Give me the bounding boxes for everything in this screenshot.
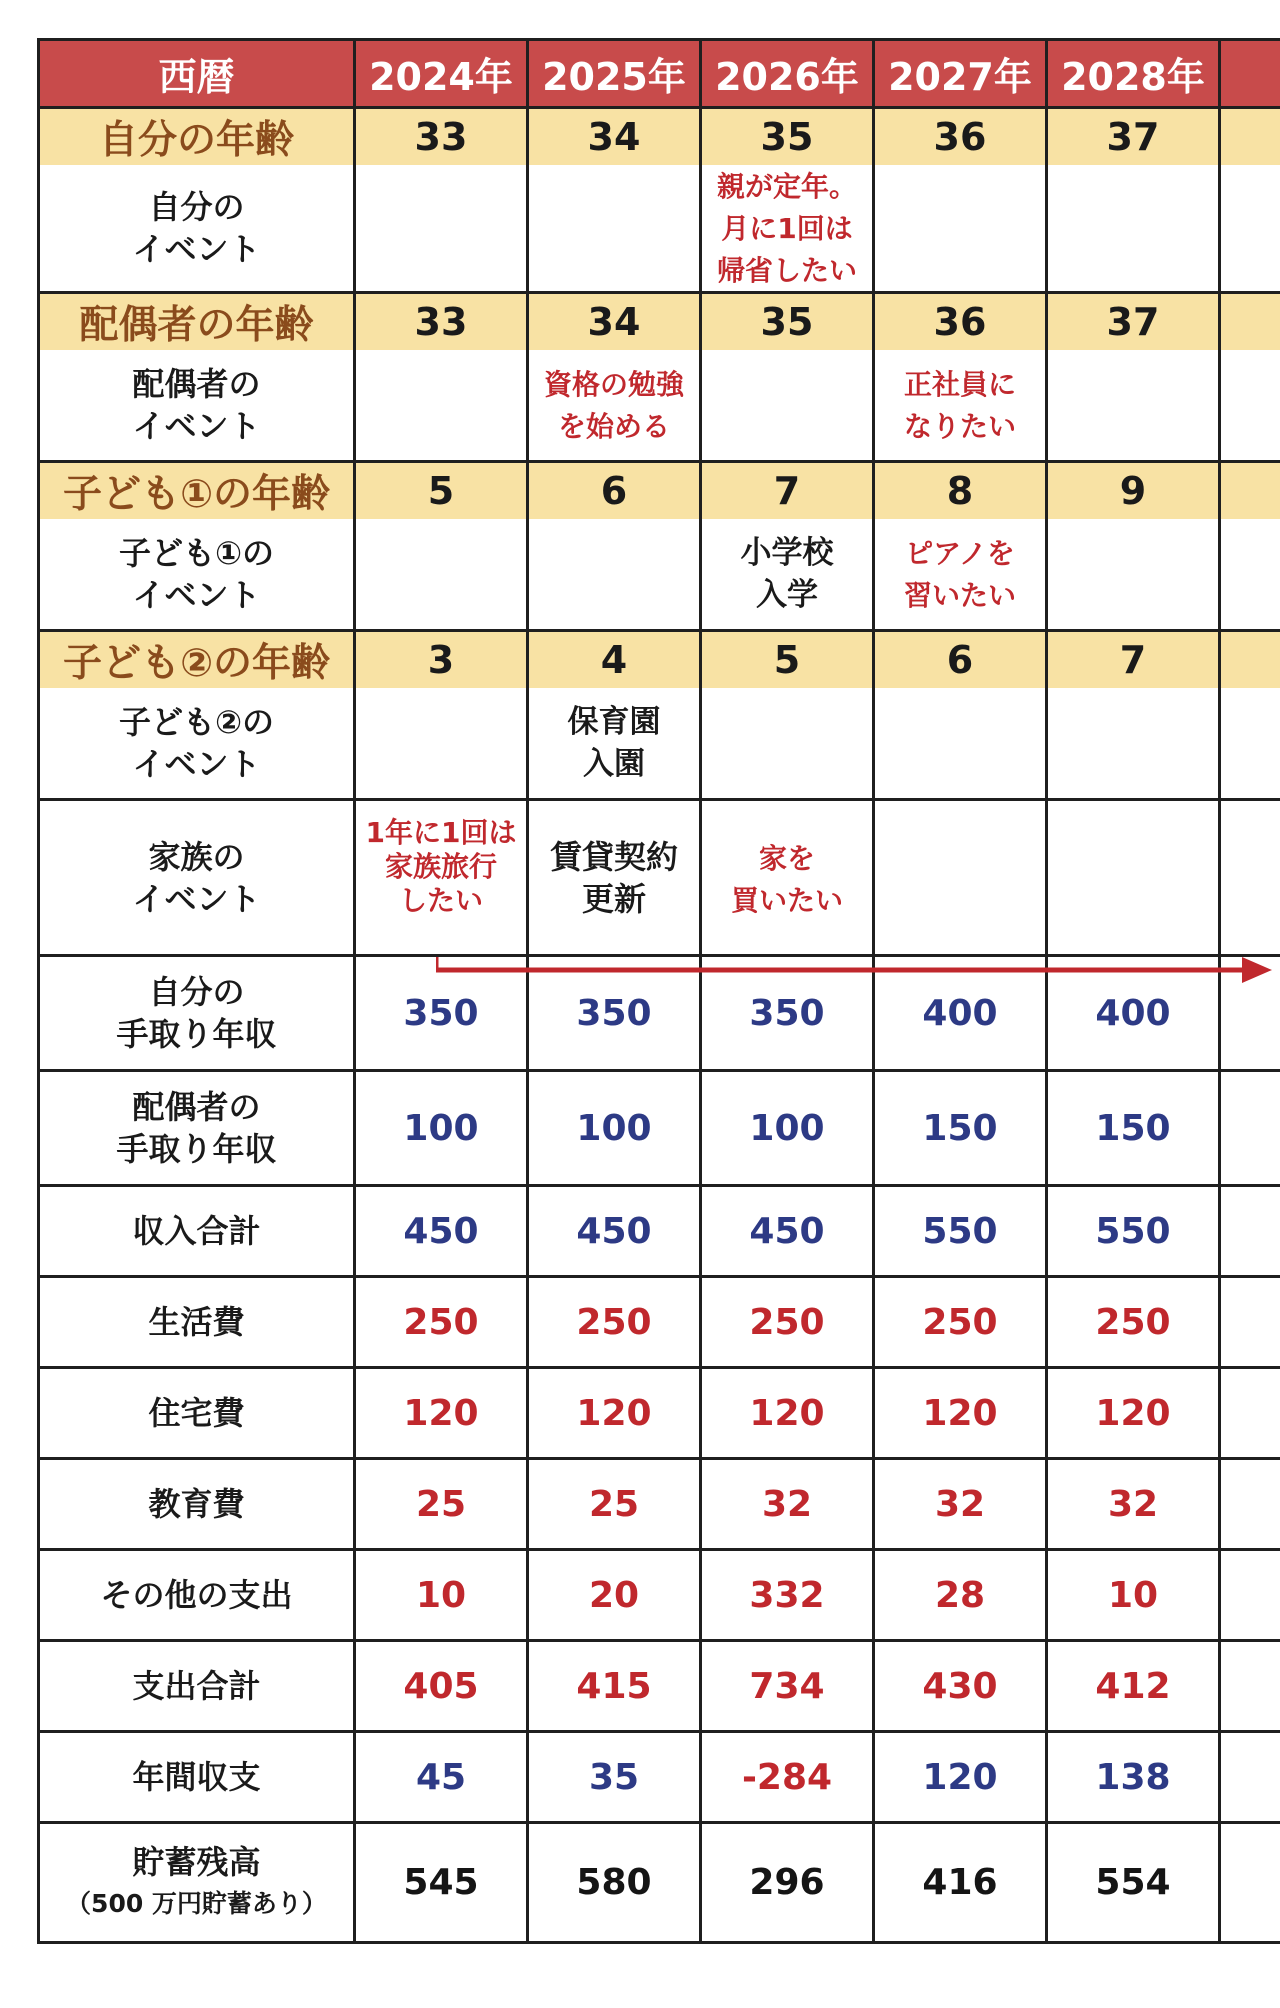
value-cell-cut <box>1220 1823 1280 1943</box>
event-cell <box>355 519 528 631</box>
spouse-age-row <box>39 293 1280 351</box>
row-label <box>39 1823 355 1943</box>
finance-row <box>39 1186 1280 1277</box>
event-cell-cut <box>1220 350 1280 462</box>
finance-row <box>39 1641 1280 1732</box>
value-cell-cut <box>1220 1277 1280 1368</box>
age-cell-cut <box>1220 631 1280 689</box>
age-cell: 5 <box>701 631 874 689</box>
finance-row <box>39 1732 1280 1823</box>
event-cell <box>1047 350 1220 462</box>
age-cell: 35 <box>701 108 874 166</box>
age-cell: 35 <box>701 293 874 351</box>
value-cell-cut <box>1220 1550 1280 1641</box>
value-cell: 120 <box>701 1368 874 1459</box>
event-cell <box>1047 165 1220 293</box>
age-cell: 5 <box>355 462 528 520</box>
event-cell <box>1047 688 1220 800</box>
value-cell: 45 <box>355 1732 528 1823</box>
event-text: 親が定年。 月に1回は 帰省したい <box>716 170 857 287</box>
header-row <box>39 40 1280 108</box>
value-cell: 450 <box>701 1186 874 1277</box>
row-label: 配偶者の 手取り年収 <box>39 1071 355 1186</box>
value-cell: 150 <box>874 1071 1047 1186</box>
value-cell: 350 <box>355 956 528 1071</box>
value-cell: 250 <box>1047 1277 1220 1368</box>
value-cell: 550 <box>1047 1186 1220 1277</box>
value-cell: 250 <box>874 1277 1047 1368</box>
value-cell: 554 <box>1047 1823 1220 1943</box>
value-cell: 25 <box>355 1459 528 1550</box>
row-label: 年間収支 <box>39 1732 355 1823</box>
row-label: 支出合計 <box>39 1641 355 1732</box>
age-cell-cut <box>1220 462 1280 520</box>
row-label: 子ども①の イベント <box>39 519 355 631</box>
event-cell <box>528 688 701 800</box>
savings-note: （500 万円貯蓄あり） <box>66 1888 327 1918</box>
value-cell: 250 <box>701 1277 874 1368</box>
my-age-row <box>39 108 1280 166</box>
age-cell: 36 <box>874 108 1047 166</box>
value-cell: 415 <box>528 1641 701 1732</box>
age-cell: 7 <box>701 462 874 520</box>
year-header: 2024年 <box>355 40 528 108</box>
age-cell: 8 <box>874 462 1047 520</box>
value-cell: 450 <box>355 1186 528 1277</box>
year-header: 2025年 <box>528 40 701 108</box>
event-text: 賃貸契約 更新 <box>549 837 678 918</box>
row-label: 生活費 <box>39 1277 355 1368</box>
event-text: 保育園 入園 <box>567 704 661 782</box>
value-cell: 20 <box>528 1550 701 1641</box>
family-event-row <box>39 800 1280 956</box>
finance-row <box>39 1277 1280 1368</box>
value-cell: 430 <box>874 1641 1047 1732</box>
event-cell-cut <box>1220 519 1280 631</box>
event-cell <box>355 350 528 462</box>
child1-age-row <box>39 462 1280 520</box>
year-header: 2026年 <box>701 40 874 108</box>
row-label: 子ども②の イベント <box>39 688 355 800</box>
value-cell: 400 <box>1047 956 1220 1071</box>
value-cell-cut <box>1220 956 1280 1071</box>
event-cell <box>528 800 701 956</box>
event-cell-cut <box>1220 688 1280 800</box>
value-cell: 405 <box>355 1641 528 1732</box>
year-header: 2027年 <box>874 40 1047 108</box>
value-cell: 545 <box>355 1823 528 1943</box>
event-text: 資格の勉強 を始める <box>543 368 684 443</box>
value-cell: 138 <box>1047 1732 1220 1823</box>
age-cell-cut <box>1220 108 1280 166</box>
life-plan-table <box>37 38 1280 1944</box>
value-cell: 32 <box>701 1459 874 1550</box>
age-cell: 4 <box>528 631 701 689</box>
age-cell: 3 <box>355 631 528 689</box>
value-cell: 120 <box>1047 1368 1220 1459</box>
age-cell: 33 <box>355 108 528 166</box>
value-cell: 580 <box>528 1823 701 1943</box>
value-cell: 28 <box>874 1550 1047 1641</box>
row-label: 自分の 手取り年収 <box>39 956 355 1071</box>
finance-row <box>39 1550 1280 1641</box>
age-cell: 34 <box>528 293 701 351</box>
value-cell: 550 <box>874 1186 1047 1277</box>
age-cell: 6 <box>874 631 1047 689</box>
event-cell <box>874 350 1047 462</box>
age-cell: 7 <box>1047 631 1220 689</box>
value-cell-cut <box>1220 1732 1280 1823</box>
event-cell <box>528 350 701 462</box>
value-cell: 32 <box>1047 1459 1220 1550</box>
value-cell: 100 <box>701 1071 874 1186</box>
row-label: 住宅費 <box>39 1368 355 1459</box>
value-cell: -284 <box>701 1732 874 1823</box>
finance-row <box>39 956 1280 1071</box>
row-label: 子ども②の年齢 <box>39 631 355 689</box>
age-cell-cut <box>1220 293 1280 351</box>
event-cell <box>355 688 528 800</box>
value-cell: 416 <box>874 1823 1047 1943</box>
value-cell: 412 <box>1047 1641 1220 1732</box>
row-label: 配偶者の年齢 <box>39 293 355 351</box>
value-cell: 10 <box>355 1550 528 1641</box>
child1-event-row <box>39 519 1280 631</box>
value-cell: 250 <box>528 1277 701 1368</box>
event-cell <box>701 519 874 631</box>
event-cell <box>874 519 1047 631</box>
event-text: 1年に1回は 家族旅行 したい <box>365 815 517 917</box>
age-cell: 9 <box>1047 462 1220 520</box>
age-cell: 36 <box>874 293 1047 351</box>
spouse-event-row <box>39 350 1280 462</box>
finance-row <box>39 1071 1280 1186</box>
row-label: 収入合計 <box>39 1186 355 1277</box>
event-cell <box>701 688 874 800</box>
finance-row <box>39 1368 1280 1459</box>
value-cell: 100 <box>528 1071 701 1186</box>
row-label: 教育費 <box>39 1459 355 1550</box>
value-cell: 350 <box>701 956 874 1071</box>
event-cell <box>701 165 874 293</box>
finance-row <box>39 1459 1280 1550</box>
age-cell: 37 <box>1047 108 1220 166</box>
event-text: 正社員に なりたい <box>903 368 1016 443</box>
event-text: 家を 買いたい <box>730 841 843 917</box>
my-event-row <box>39 165 1280 293</box>
value-cell-cut <box>1220 1368 1280 1459</box>
age-cell: 33 <box>355 293 528 351</box>
life-plan-sheet <box>37 38 1280 1944</box>
year-header-cut <box>1220 40 1280 108</box>
event-text: ピアノを 習いたい <box>903 537 1016 612</box>
year-header: 2028年 <box>1047 40 1220 108</box>
event-text: 小学校 入学 <box>740 535 834 613</box>
row-label: 自分の年齢 <box>39 108 355 166</box>
value-cell: 350 <box>528 956 701 1071</box>
event-cell <box>355 800 528 956</box>
row-label: 子ども①の年齢 <box>39 462 355 520</box>
age-cell: 34 <box>528 108 701 166</box>
event-cell <box>528 165 701 293</box>
value-cell-cut <box>1220 1641 1280 1732</box>
event-cell <box>874 800 1047 956</box>
event-cell <box>874 688 1047 800</box>
value-cell: 150 <box>1047 1071 1220 1186</box>
value-cell: 32 <box>874 1459 1047 1550</box>
event-cell-cut <box>1220 800 1280 956</box>
value-cell: 10 <box>1047 1550 1220 1641</box>
header-label: 西暦 <box>39 40 355 108</box>
value-cell: 450 <box>528 1186 701 1277</box>
child2-event-row <box>39 688 1280 800</box>
event-cell <box>701 800 874 956</box>
value-cell: 25 <box>528 1459 701 1550</box>
value-cell: 35 <box>528 1732 701 1823</box>
value-cell-cut <box>1220 1459 1280 1550</box>
event-cell <box>701 350 874 462</box>
event-cell <box>355 165 528 293</box>
child2-age-row <box>39 631 1280 689</box>
value-cell: 120 <box>874 1368 1047 1459</box>
event-cell <box>874 165 1047 293</box>
row-label: 家族の イベント <box>39 800 355 956</box>
value-cell: 400 <box>874 956 1047 1071</box>
value-cell: 296 <box>701 1823 874 1943</box>
row-label: 自分の イベント <box>39 165 355 293</box>
value-cell: 250 <box>355 1277 528 1368</box>
savings-label: 貯蓄残高 <box>132 1842 261 1881</box>
value-cell-cut <box>1220 1071 1280 1186</box>
event-cell <box>1047 800 1220 956</box>
age-cell: 6 <box>528 462 701 520</box>
value-cell: 332 <box>701 1550 874 1641</box>
event-cell-cut <box>1220 165 1280 293</box>
row-label: その他の支出 <box>39 1550 355 1641</box>
age-cell: 37 <box>1047 293 1220 351</box>
value-cell-cut <box>1220 1186 1280 1277</box>
value-cell: 120 <box>874 1732 1047 1823</box>
event-cell <box>528 519 701 631</box>
savings-row <box>39 1823 1280 1943</box>
event-cell <box>1047 519 1220 631</box>
value-cell: 120 <box>355 1368 528 1459</box>
row-label: 配偶者の イベント <box>39 350 355 462</box>
value-cell: 120 <box>528 1368 701 1459</box>
value-cell: 100 <box>355 1071 528 1186</box>
value-cell: 734 <box>701 1641 874 1732</box>
